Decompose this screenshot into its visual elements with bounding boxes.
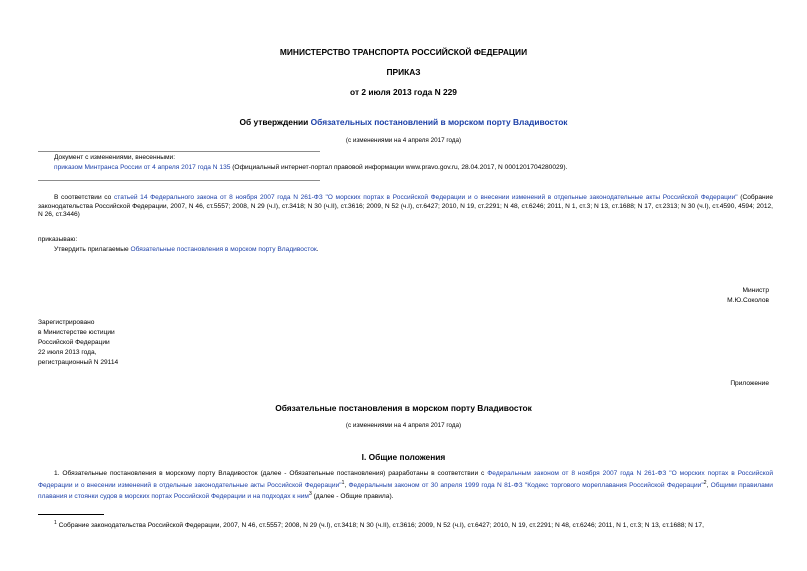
registration-line-1: Зарегистрировано	[38, 319, 95, 326]
footnote-marker: 1	[54, 520, 57, 526]
footnote-ref-3: 3	[308, 491, 312, 498]
footnote-1	[54, 519, 704, 531]
approve-end: .	[316, 246, 319, 253]
registration-line-4: 22 июля 2013 года,	[38, 349, 97, 356]
amendments-line	[54, 164, 567, 173]
law-81-link[interactable]: Федеральным законом от 30 апреля 1999 года N 81-ФЗ "Кодекс торгового мореплавания Российской Федерации"	[348, 481, 704, 489]
approve-start: Утвердить прилагаемые	[54, 246, 131, 253]
amendment-source: (Официальный интернет-портал правовой информации www.pravo.gov.ru, 28.04.2017, N 0001201704280029).	[230, 164, 568, 171]
preamble-law-link[interactable]: статьей 14 Федерального закона от 8 ноября 2007 года N 261-ФЗ "О морских портах в Российской Федерации и о внесении изменений в отдельные законодательные акты Российской Федерации"	[113, 194, 738, 201]
doc-type-heading: ПРИКАЗ	[386, 67, 421, 77]
section-title: I. Общие положения	[361, 452, 446, 462]
separator-1: ,	[344, 481, 349, 489]
appendix-amend-note: (с изменениями на 4 апреля 2017 года)	[345, 422, 462, 429]
title-amend-note: (с изменениями на 4 апреля 2017 года)	[345, 137, 462, 144]
separator-2: ,	[706, 481, 711, 489]
signature-position: Министр	[742, 287, 769, 294]
registration-line-2: в Министерстве юстиции	[38, 329, 115, 336]
preamble-start: В соответствии со	[54, 194, 114, 201]
para-end: (далее - Общие правила).	[311, 493, 394, 501]
para-start: 1. Обязательные постановления в морскому порту Владивосток (далее - Обязательные постановления) разработаны в соответствии с	[54, 470, 488, 477]
doc-date-heading: от 2 июля 2013 года N 229	[350, 87, 457, 97]
general-rules-link[interactable]: Общими правилами плавания и стоянки судов в морских портах Российской Федерации и на подходах к ним	[38, 481, 773, 501]
footnote-divider	[38, 514, 104, 515]
approve-link[interactable]: Обязательные постановления в морском порту Владивосток	[130, 246, 317, 253]
divider-top	[38, 151, 320, 152]
approve-line	[54, 246, 319, 255]
preamble-paragraph	[38, 194, 773, 220]
amendments-intro: Документ с изменениями, внесенными:	[54, 154, 176, 161]
law-261-link[interactable]: Федеральным законом от 8 ноября 2007 года N 261-ФЗ "О морских портах в Российской Федерации и о внесении изменений в отдельные законодательные акты Российской Федерации"	[38, 470, 774, 489]
registration-line-5: регистрационный N 29114	[38, 359, 119, 366]
ministry-heading: МИНИСТЕРСТВО ТРАНСПОРТА РОССИЙСКОЙ ФЕДЕРАЦИИ	[279, 47, 528, 57]
order-word: приказываю:	[38, 236, 78, 243]
footnote-ref-1: 1	[341, 479, 345, 486]
document-title	[0, 117, 807, 127]
signature-name: М.Ю.Соколов	[727, 297, 769, 304]
footnote-text: Собрание законодательства Российской Федерации, 2007, N 46, ст.5557; 2008, N 29 (ч.I), ст.3418; N 30 (ч.II), ст.3616; 2009, N 52 (ч.I), ст.6427; 2010, N 19, ст.2291; N 48, ст.6246; 2011, N 1, ст.3; N 13, ст.1688; N 17,	[56, 522, 704, 530]
preamble-rest: (Собрание законодательства Российской Федерации, 2007, N 46, ст.5557; 2008, N 29 (ч.I), ст.3418; N 30 (ч.II), ст.3616; 2009, N 52 (ч.I), ст.6427; 2010, N 19, ст.2291; N 48, ст.6246; 2011, N 1, ст.3; N 13, ст.1688; N 17, ст.2313; N 30 (ч.I), ст.4590, 4594; 2012, N 26, ст.3446)	[38, 194, 773, 219]
appendix-label: Приложение	[730, 380, 769, 387]
title-prefix: Об утверждении	[239, 117, 311, 127]
registration-line-3: Российской Федерации	[38, 339, 110, 346]
amendment-link[interactable]: приказом Минтранса России от 4 апреля 2017 года N 135	[54, 164, 231, 171]
section-paragraph-1	[38, 470, 773, 502]
divider-bottom	[38, 180, 320, 181]
appendix-title: Обязательные постановления в морском порту Владивосток	[275, 403, 532, 413]
footnote-ref-2: 2	[703, 479, 707, 486]
title-link[interactable]: Обязательных постановлений в морском порту Владивосток	[310, 117, 568, 127]
